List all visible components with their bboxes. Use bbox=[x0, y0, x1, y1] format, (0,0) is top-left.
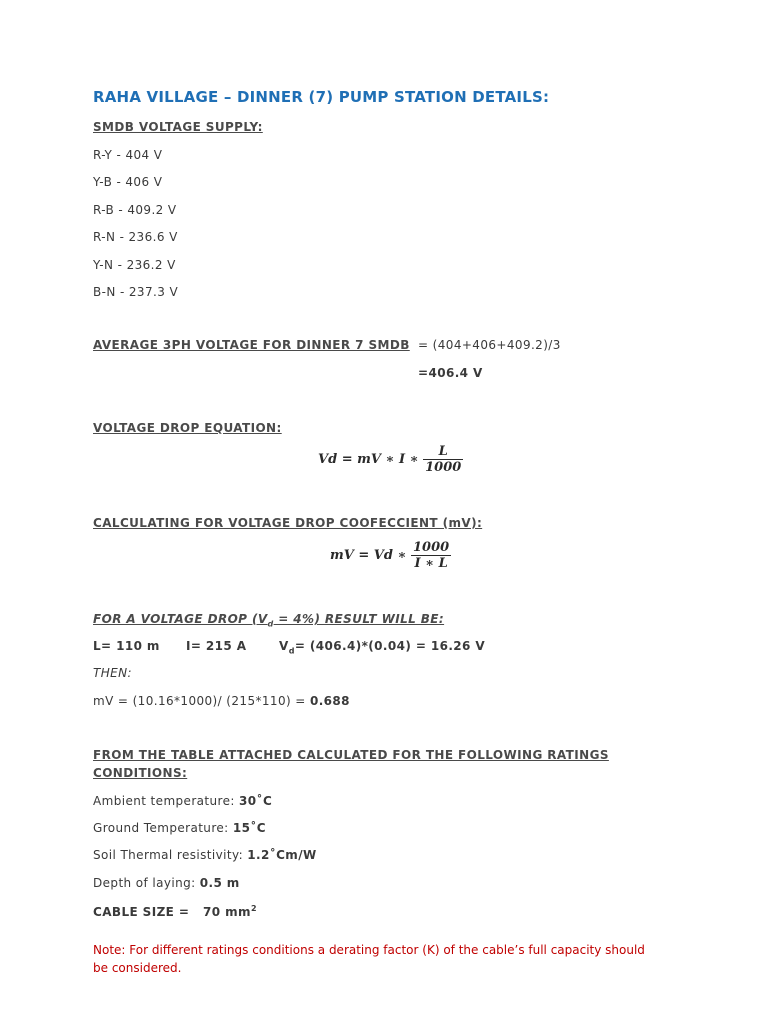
page-title: RAHA VILLAGE – DINNER (7) PUMP STATION DETAILS: bbox=[93, 88, 550, 106]
result-heading-sub: d bbox=[267, 619, 274, 629]
ground-temperature bbox=[93, 821, 266, 835]
ambient-temperature-label: Ambient temperature: bbox=[93, 794, 240, 808]
depth-of-laying-label: Depth of laying: bbox=[93, 876, 200, 890]
mv-lhs: mV = Vd ∗ bbox=[330, 548, 407, 563]
vd-lhs: Vd = mV ∗ I ∗ bbox=[318, 452, 419, 467]
mv-equation bbox=[330, 540, 451, 571]
mv-result bbox=[93, 694, 350, 708]
length-value: L= 110 m bbox=[93, 639, 160, 653]
ratings-heading-line2: CONDITIONS: bbox=[93, 766, 188, 780]
supply-heading: SMDB VOLTAGE SUPPLY: bbox=[93, 120, 263, 134]
average-formula: = (404+406+409.2)/3 bbox=[418, 338, 561, 352]
cable-size bbox=[93, 904, 257, 919]
mv-numerator: 1000 bbox=[413, 540, 450, 555]
result-heading bbox=[93, 612, 444, 628]
note-suffix: of the cable’s full capacity should be considered. bbox=[93, 943, 645, 975]
ambient-temperature-value: 30˚C bbox=[239, 794, 273, 808]
cable-size-sup: 2 bbox=[250, 904, 257, 913]
vd-equation bbox=[318, 444, 463, 475]
mv-denominator: I ∗ L bbox=[411, 555, 451, 571]
reading-ry: R-Y - 404 V bbox=[93, 148, 163, 162]
note-k: (K) bbox=[422, 943, 440, 957]
average-result: =406.4 V bbox=[418, 366, 483, 380]
vd-heading: VOLTAGE DROP EQUATION: bbox=[93, 421, 282, 435]
soil-thermal-resistivity bbox=[93, 848, 317, 862]
mv-heading: CALCULATING FOR VOLTAGE DROP COOFECCIENT (mV): bbox=[93, 516, 483, 530]
depth-of-laying-value: 0.5 m bbox=[199, 876, 240, 890]
cable-size-label: CABLE SIZE = bbox=[93, 905, 190, 919]
derating-note bbox=[93, 941, 653, 977]
then-label: THEN: bbox=[93, 666, 132, 680]
average-label: AVERAGE 3PH VOLTAGE FOR DINNER 7 SMDB bbox=[93, 338, 410, 352]
mv-formula: mV = (10.16*1000)/ (215*110) = bbox=[93, 694, 310, 708]
vd-numerator: L bbox=[438, 444, 448, 459]
reading-bn: B-N - 237.3 V bbox=[93, 285, 179, 299]
soil-thermal-resistivity-value: 1.2˚Cm/W bbox=[247, 848, 317, 862]
ratings-heading-line1: FROM THE TABLE ATTACHED CALCULATED FOR THE FOLLOWING RATINGS bbox=[93, 748, 609, 762]
ambient-temperature bbox=[93, 794, 272, 808]
ground-temperature-value: 15˚C bbox=[232, 821, 266, 835]
ground-temperature-label: Ground Temperature: bbox=[93, 821, 233, 835]
result-heading-a: FOR A VOLTAGE DROP (V bbox=[93, 612, 268, 626]
note-prefix: Note: For different ratings conditions a derating factor bbox=[93, 943, 423, 957]
reading-yn: Y-N - 236.2 V bbox=[93, 258, 176, 272]
depth-of-laying bbox=[93, 876, 240, 890]
vd-value-sub: d bbox=[288, 646, 295, 656]
result-heading-b: = 4%) RESULT WILL BE: bbox=[273, 612, 445, 626]
vd-value-b: = (406.4)*(0.04) = 16.26 V bbox=[294, 639, 486, 653]
current-value: I= 215 A bbox=[186, 639, 247, 653]
reading-rn: R-N - 236.6 V bbox=[93, 230, 178, 244]
vd-value bbox=[279, 639, 485, 655]
reading-rb: R-B - 409.2 V bbox=[93, 203, 177, 217]
soil-thermal-resistivity-label: Soil Thermal resistivity: bbox=[93, 848, 248, 862]
mv-value: 0.688 bbox=[309, 694, 350, 708]
vd-fraction bbox=[423, 444, 463, 475]
vd-denominator: 1000 bbox=[425, 460, 462, 475]
reading-yb: Y-B - 406 V bbox=[93, 175, 163, 189]
cable-size-value: 70 mm bbox=[203, 905, 251, 919]
vd-value-a: V bbox=[279, 639, 289, 653]
mv-fraction bbox=[411, 540, 451, 571]
